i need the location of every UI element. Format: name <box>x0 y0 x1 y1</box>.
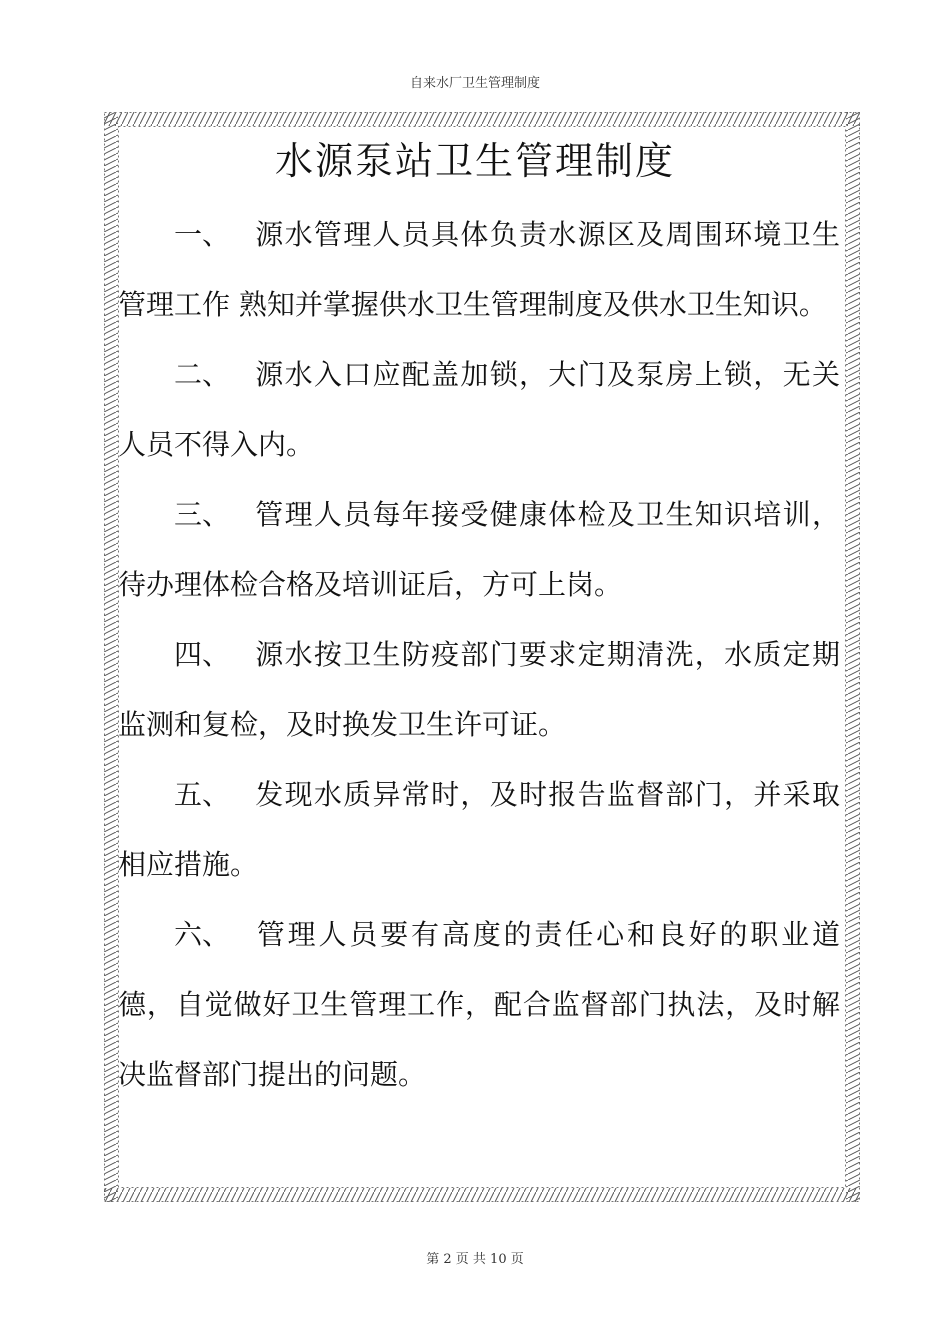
clause-number: 二、 <box>174 358 231 391</box>
clause-6 <box>118 900 840 1110</box>
clause-number: 五、 <box>174 778 231 811</box>
clause-2 <box>118 340 840 480</box>
clause-3 <box>118 480 840 620</box>
clause-text: 源水入口应配盖加锁，大门及泵房上锁，无关人员不得入内。 <box>118 358 840 461</box>
running-header: 自来水厂卫生管理制度 <box>409 76 540 91</box>
clause-5 <box>118 760 840 900</box>
clause-text: 管理人员要有高度的责任心和良好的职业道德，自觉做好卫生管理工作，配合监督部门执法，及时解决监督部门提出的问题。 <box>118 918 840 1091</box>
clause-text: 源水按卫生防疫部门要求定期清洗，水质定期监测和复检，及时换发卫生许可证。 <box>118 638 840 741</box>
page-number-footer: 第 2 页 共 10 页 <box>426 1252 524 1267</box>
document-title: 水源泵站卫生管理制度 <box>274 139 675 183</box>
clause-number: 六、 <box>174 918 231 951</box>
clause-text: 源水管理人员具体负责水源区及周围环境卫生管理工作 熟知并掌握供水卫生管理制度及供水卫生知识。 <box>118 218 840 321</box>
clause-text: 管理人员每年接受健康体检及卫生知识培训，待办理体检合格及培训证后，方可上岗。 <box>118 498 840 601</box>
clause-number: 一、 <box>174 218 231 251</box>
clause-text: 发现水质异常时，及时报告监督部门，并采取相应措施。 <box>118 778 840 881</box>
clause-number: 三、 <box>174 498 231 531</box>
clause-4 <box>118 620 840 760</box>
clause-number: 四、 <box>174 638 231 671</box>
clause-1 <box>118 200 840 340</box>
document-body <box>118 200 840 1110</box>
